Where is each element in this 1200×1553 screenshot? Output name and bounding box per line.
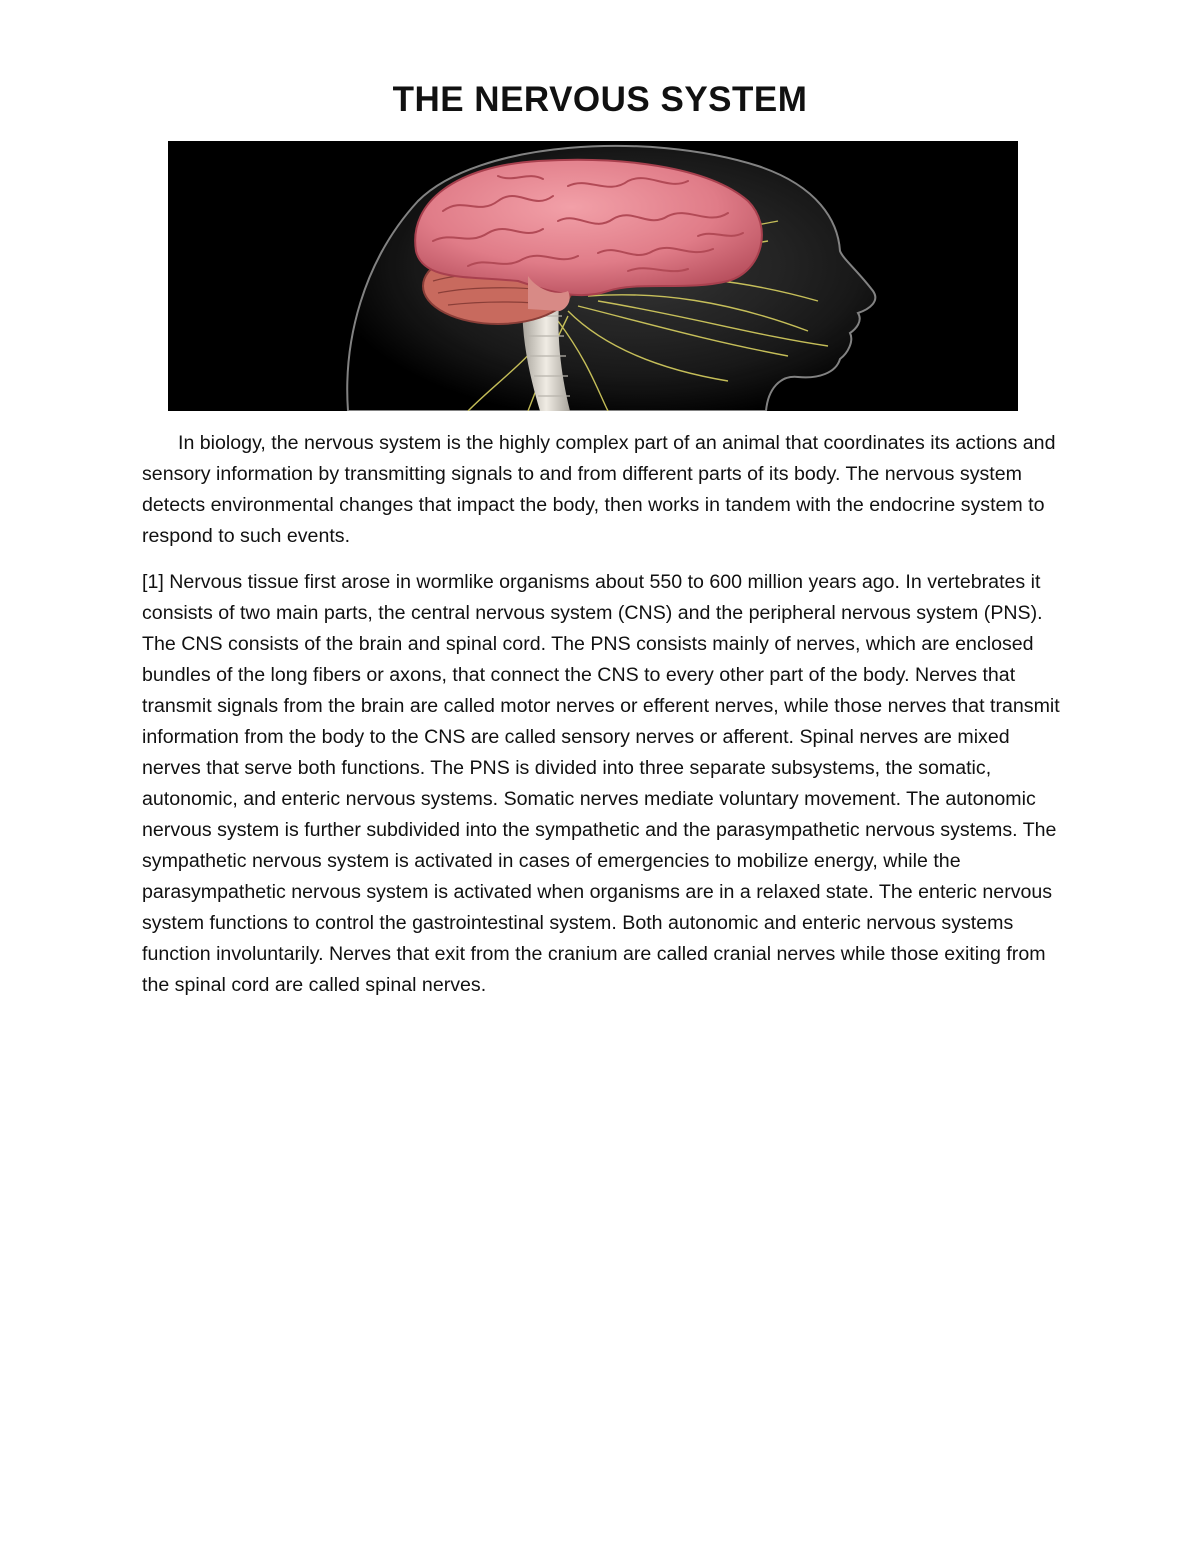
intro-paragraph: In biology, the nervous system is the highly complex part of an animal that coordinates its actions and sensory information by transmitting signals to and from different parts of its body. The nervous system detects environmental changes that impact the body, then works in tandem with the endocrine system to respond to such events.	[142, 432, 1056, 547]
nervous-system-figure	[168, 141, 1018, 411]
brain-head-illustration-icon	[168, 141, 1018, 411]
document-title: THE NERVOUS SYSTEM	[392, 80, 808, 119]
detail-paragraph: [1] Nervous tissue first arose in wormlike organisms about 550 to 600 million years ago. In vertebrates it consists of two main parts, the central nervous system (CNS) and the peripheral nervous system (PNS). The CNS consists of the brain and spinal cord. The PNS consists mainly of nerves, which are enclosed bundles of the long fibers or axons, that connect the CNS to every other part of the body. Nerves that transmit signals from the brain are called motor nerves or efferent nerves, while those nerves that transmit information from the body to the CNS are called sensory nerves or afferent. Spinal nerves are mixed nerves that serve both functions. The PNS is divided into three separate subsystems, the somatic, autonomic, and enteric nervous systems. Somatic nerves mediate voluntary movement. The autonomic nervous system is further subdivided into the sympathetic and the parasympathetic nervous systems. The sympathetic nervous system is activated in cases of emergencies to mobilize energy, while the parasympathetic nervous system is activated when organisms are in a relaxed state. The enteric nervous system functions to control the gastrointestinal system. Both autonomic and enteric nervous systems function involuntarily. Nerves that exit from the cranium are called cranial nerves while those exiting from the spinal cord are called spinal nerves.	[142, 571, 1060, 996]
